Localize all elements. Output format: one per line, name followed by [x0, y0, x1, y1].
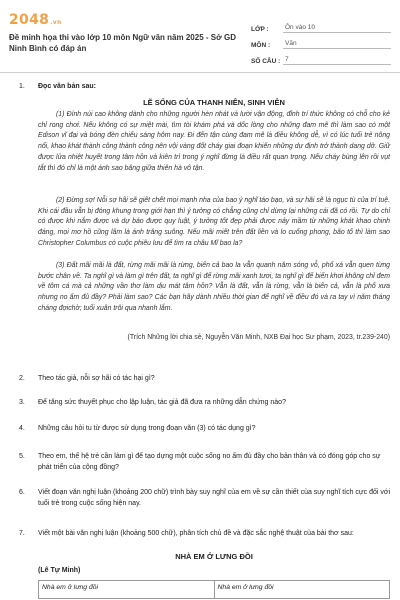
question-number: 7.: [19, 530, 25, 537]
document-title: Đề minh họa thi vào lớp 10 môn Ngữ văn năm 2025 - Sở GD Ninh Bình có đáp án: [9, 33, 236, 53]
logo-suffix: .vn: [50, 19, 62, 26]
question-text: Để tăng sức thuyết phục cho lập luận, tác giả đã đưa ra những dẫn chứng nào?: [38, 399, 286, 406]
meta-row-class: [251, 17, 391, 33]
logo-main: 2048: [9, 12, 50, 28]
meta-row-count: [251, 49, 391, 65]
poem-cell: Nhà em ở lưng đồi: [39, 581, 215, 599]
question-number: 4.: [19, 425, 25, 432]
question-number: 1.: [19, 83, 25, 90]
meta-label: SỐ CÂU :: [251, 58, 281, 65]
site-logo[interactable]: [9, 12, 62, 28]
passage-paragraph: (3) Đất mãi mãi là đất, rừng mãi mãi là rừng, biển cả bao la vẫn quanh năm sóng vỗ, phố xá vẫn quen từng bước chân về. Ta nghĩ gì và làm gì trên đất, ta nghĩ gì để rừng mãi xanh tươi, ta nghĩ gì để biển khơi không chỉ đem về tôm cá mà cả những vần thơ làm dịu mát tâm hồn? Vẫn là đất, vẫn là rừng, vẫn là biển cả, vẫn là phố xưa nhưng no ấm đủ đầy? Phải làm sao? Các bạn hãy dành nhiều thời gian để nghĩ về điều đó và ra tay vì năm tháng cháng đợichờ; tuổi xuân trôi qua nhanh lắm.: [38, 262, 390, 312]
passage-paragraph: (2) Đừng sợ! Nỗi sợ hãi sẽ giết chết mọi mạnh nha của bao ý nghĩ táo bạo, và sự hãi sẽ là ngục tù của trí tuệ. Khi cái đầu vẫn bị đóng khung trong giới hạn thì ý tưởng có chẳng cũng chỉ dừng lại những cái đã có rồi. Tự do chỉ có được khi nắm được và dự báo được quy luật, ý tưởng tốt đẹp phải được nảy mầm từ những khát khao chinh đáng, mọi mơ hồ cũng lâm là ánh trăng suông. Nếu mãi miết trên đất liền và lo cuống phong, bão tố thì làm sao Christopher Columbus có cuộc phiêu lưu để tìm ra châu Mĩ bao la?: [38, 197, 390, 247]
passage-citation: (Trích Những lời chia sẻ, Nguyễn Văn Minh, NXB Đại học Sư phạm, 2023, tr.239-240): [127, 334, 390, 341]
document-meta: [251, 17, 391, 65]
question-number: 3.: [19, 399, 25, 406]
passage-paragraph: (1) Đính núi cao không dành cho những người hèn nhát và lười vận động, đỉnh trí thức không có chỗ cho kẻ chỉ rong chơi. Nếu không có sự miệt mài, tìm tòi khám phá và dốc lòng cho những đam mê thì làm sao có một Edison vĩ đại và bóng đèn chiếu sáng hôm nay. Đi đến tận cùng đam mê là điều không dễ, vì có lúc tuổi trẻ nông nổi, khao khát thành công thành công nên vội vàng đốt cháy giai đoạn khiến những dự định trở thành dang dở. Giữ được lửa nhiệt huyết trong tâm hồn và kiên trì trong ý nghĩ đừng là điều rất quan trọng. Nếu cháy bùng lên rồi vụt tắt thì đó chỉ là một ánh sao băng giữa thiên hà vô tận.: [38, 111, 390, 172]
meta-row-subject: [251, 33, 391, 49]
page-header: [0, 0, 400, 70]
meta-value: Văn: [283, 40, 391, 49]
question-number: 2.: [19, 375, 25, 382]
question-text: Đọc văn bản sau:: [38, 83, 96, 90]
poem-cell: Nhà em ở lưng đồi: [215, 581, 391, 599]
meta-label: MÔN :: [251, 42, 271, 49]
question-text: Viết đoạn văn nghị luận (khoảng 200 chữ) trình bày suy nghĩ của em về sự cần thiết của suy nghĩ tích cực đối với tuổi trẻ trong cuộc sống hiện nay.: [38, 489, 390, 507]
question-number: 5.: [19, 453, 25, 460]
question-text: Viết một bài văn nghị luận (khoảng 500 chữ), phân tích chủ đề và đặc sắc nghệ thuật của bài thơ sau:: [38, 530, 354, 537]
meta-value: Ôn vào 10: [283, 24, 391, 33]
header-divider: [0, 72, 400, 73]
passage-title: LẼ SỐNG CỦA THANH NIÊN, SINH VIÊN: [143, 98, 285, 107]
poem-author: (Lê Tự Minh): [38, 567, 81, 574]
question-text: Theo tác giả, nỗi sợ hãi có tác hại gì?: [38, 375, 155, 382]
question-text: Theo em, thế hệ trẻ cần làm gì để tạo dựng một cuộc sống no ấm đủ đầy cho bản thân và có đóng góp cho sự phát triển của cộng đồng?: [38, 453, 381, 471]
question-number: 6.: [19, 489, 25, 496]
poem-title: NHÀ EM Ở LƯNG ĐỒI: [175, 552, 253, 561]
meta-value: 7: [283, 56, 391, 65]
meta-label: LỚP :: [251, 26, 269, 33]
question-text: Những câu hỏi tu từ được sử dụng trong đoạn văn (3) có tác dụng gì?: [38, 425, 256, 432]
poem-table: [38, 580, 390, 599]
